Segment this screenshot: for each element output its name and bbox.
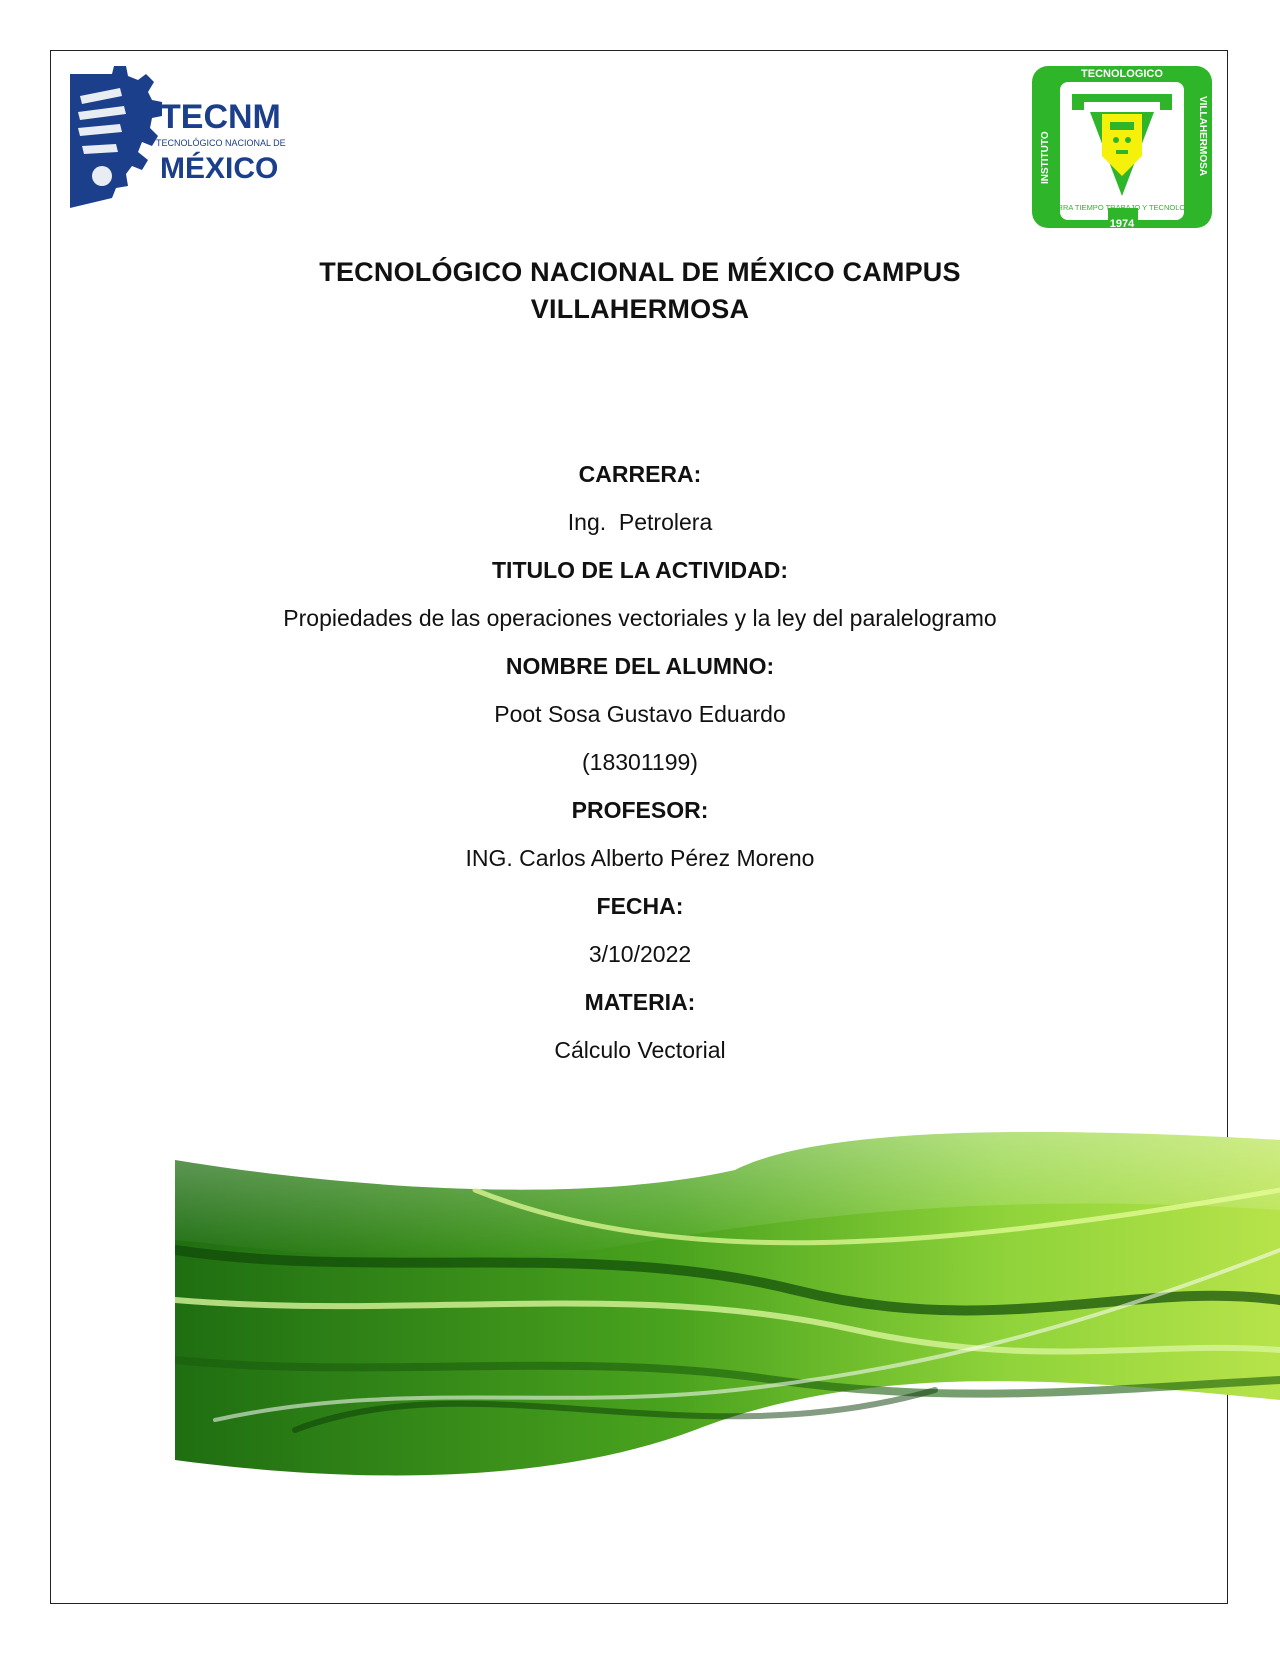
fecha-value: 3/10/2022 bbox=[588, 941, 692, 967]
tecnm-logo-text: TECNM bbox=[160, 98, 281, 136]
page-title bbox=[160, 254, 1120, 328]
seal-left-text: INSTITUTO bbox=[1040, 131, 1051, 184]
decorative-green-wave bbox=[175, 1130, 1280, 1490]
fecha-label: FECHA: bbox=[596, 893, 684, 919]
tecnm-logo-mexico: MÉXICO bbox=[160, 152, 279, 185]
title-line-1: TECNOLÓGICO NACIONAL DE MÉXICO CAMPUS bbox=[319, 257, 961, 287]
alumno-label: NOMBRE DEL ALUMNO: bbox=[505, 653, 775, 679]
profesor-label: PROFESOR: bbox=[571, 797, 709, 823]
seal-top-text: TECNOLOGICO bbox=[1081, 68, 1163, 80]
alumno-value: Poot Sosa Gustavo Eduardo bbox=[494, 701, 786, 727]
seal-motto: TIERRA TIEMPO TRABAJO Y TECNOLOGIA bbox=[1045, 203, 1199, 212]
seal-right-text: VILLAHERMOSA bbox=[1197, 96, 1208, 176]
tecnm-logo bbox=[60, 66, 300, 216]
carrera-value: Ing. Petrolera bbox=[567, 509, 713, 535]
profesor-value: ING. Carlos Alberto Pérez Moreno bbox=[465, 845, 815, 871]
titulo-label: TITULO DE LA ACTIVIDAD: bbox=[492, 557, 788, 583]
alumno-id: (18301199) bbox=[582, 749, 698, 775]
materia-value: Cálculo Vectorial bbox=[554, 1037, 726, 1063]
title-line-2: VILLAHERMOSA bbox=[530, 294, 750, 324]
villahermosa-seal bbox=[1030, 64, 1214, 230]
materia-label: MATERIA: bbox=[584, 989, 696, 1015]
titulo-value: Propiedades de las operaciones vectoriales y la ley del paralelogramo bbox=[283, 605, 997, 631]
cover-details bbox=[160, 450, 1120, 1074]
seal-year: 1974 bbox=[1109, 218, 1135, 230]
tecnm-logo-subtext: TECNOLÓGICO NACIONAL DE bbox=[156, 138, 286, 148]
carrera-label: CARRERA: bbox=[578, 461, 702, 487]
